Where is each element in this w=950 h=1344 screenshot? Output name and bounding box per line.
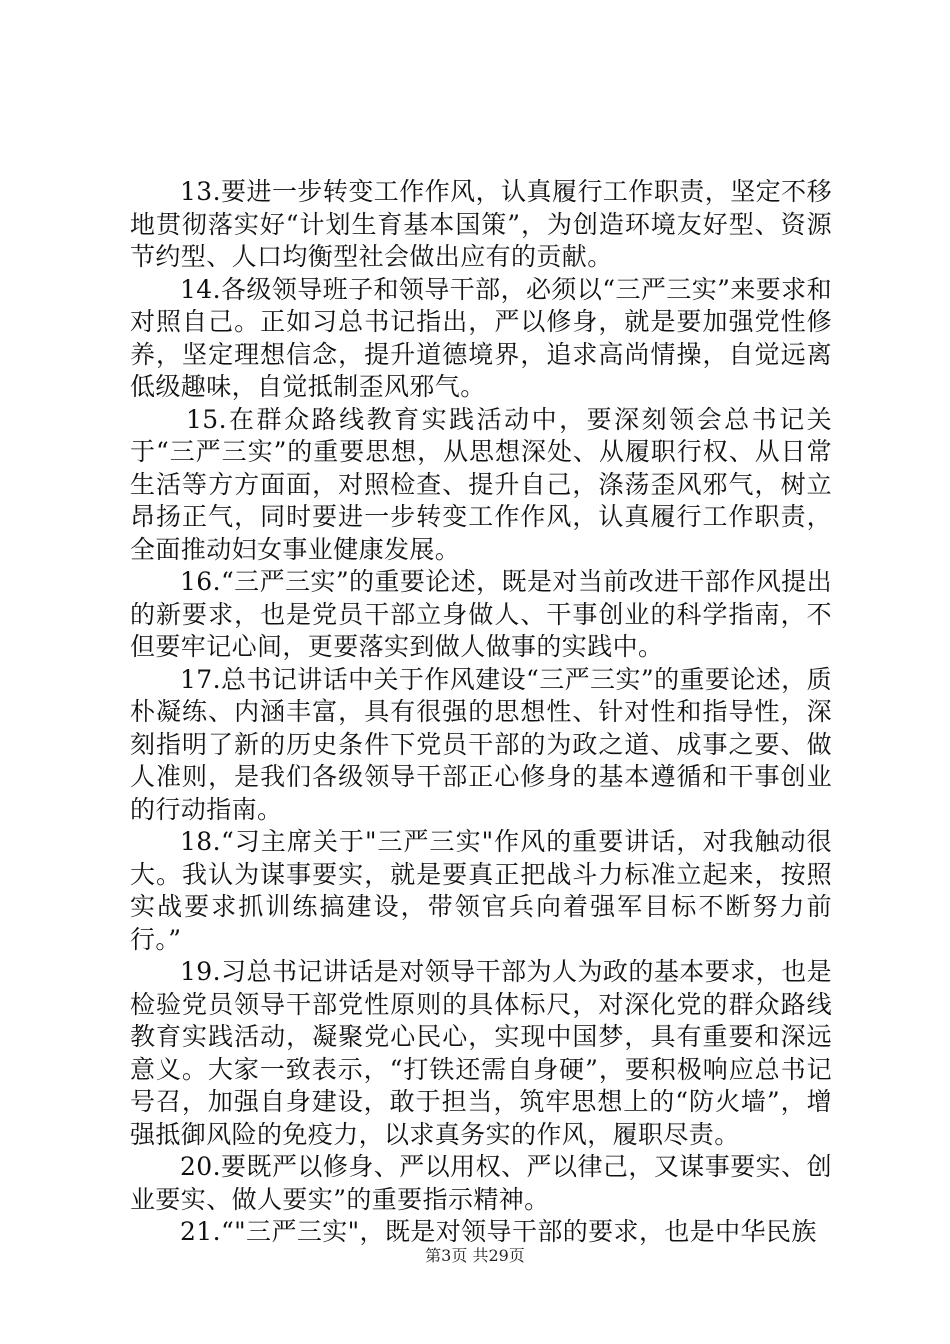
document-body xyxy=(130,176,832,1249)
paragraph-14: 14.各级领导班子和领导干部，必须以“三严三实”来要求和对照自己。正如习总书记指出，严以修身，就是要加强党性修养，坚定理想信念，提升道德境界，追求高尚情操，自觉远离低级趣味，自觉抵制歪风邪气。 xyxy=(130,274,832,401)
paragraph-20: 20.要既严以修身、严以用权、严以律己，又谋事要实、创业要实、做人要实”的重要指示精神。 xyxy=(130,1152,832,1214)
paragraph-21: 21.“"三严三实"，既是对领导干部的要求，也是中华民族 xyxy=(180,1217,817,1246)
page-footer: 第3页 共29页 xyxy=(425,1246,525,1265)
paragraph-19: 19.习总书记讲话是对领导干部为人为政的基本要求，也是检验党员领导干部党性原则的具体标尺，对深化党的群众路线教育实践活动，凝聚党心民心，实现中国梦，具有重要和深远意义。大家一致表示，“打铁还需自身硬”，要积极响应总书记号召，加强自身建设，敢于担当，筑牢思想上的“防火墙”，增强抵御风险的免疫力，以求真务实的作风，履职尽责。 xyxy=(130,957,832,1149)
paragraph-17: 17.总书记讲话中关于作风建设“三严三实”的重要论述，质朴凝练、内涵丰富，具有很强的思想性、针对性和指导性，深刻指明了新的历史条件下党员干部的为政之道、成事之要、做人准则，是我们各级领导干部正心修身的基本遵循和干事创业的行动指南。 xyxy=(130,664,832,824)
paragraph-18: 18.“习主席关于"三严三实"作风的重要讲话，对我触动很大。我认为谋事要实，就是要真正把战斗力标准立起来，按照实战要求抓训练搞建设，带领官兵向着强军目标不断努力前行。” xyxy=(130,827,832,954)
paragraph-16: 16.“三严三实”的重要论述，既是对当前改进干部作风提出的新要求，也是党员干部立身做人、干事创业的科学指南，不但要牢记心间，更要落实到做人做事的实践中。 xyxy=(130,567,832,661)
paragraph-15: 15.在群众路线教育实践活动中，要深刻领会总书记关于“三严三实”的重要思想，从思想深处、从履职行权、从日常生活等方方面面，对照检查、提升自己，涤荡歪风邪气，树立昂扬正气，同时要进一步转变工作作风，认真履行工作职责，全面推动妇女事业健康发展。 xyxy=(130,404,832,564)
paragraph-13: 13.要进一步转变工作作风，认真履行工作职责，坚定不移地贯彻落实好“计划生育基本国策”，为创造环境友好型、资源节约型、人口均衡型社会做出应有的贡献。 xyxy=(130,177,832,271)
